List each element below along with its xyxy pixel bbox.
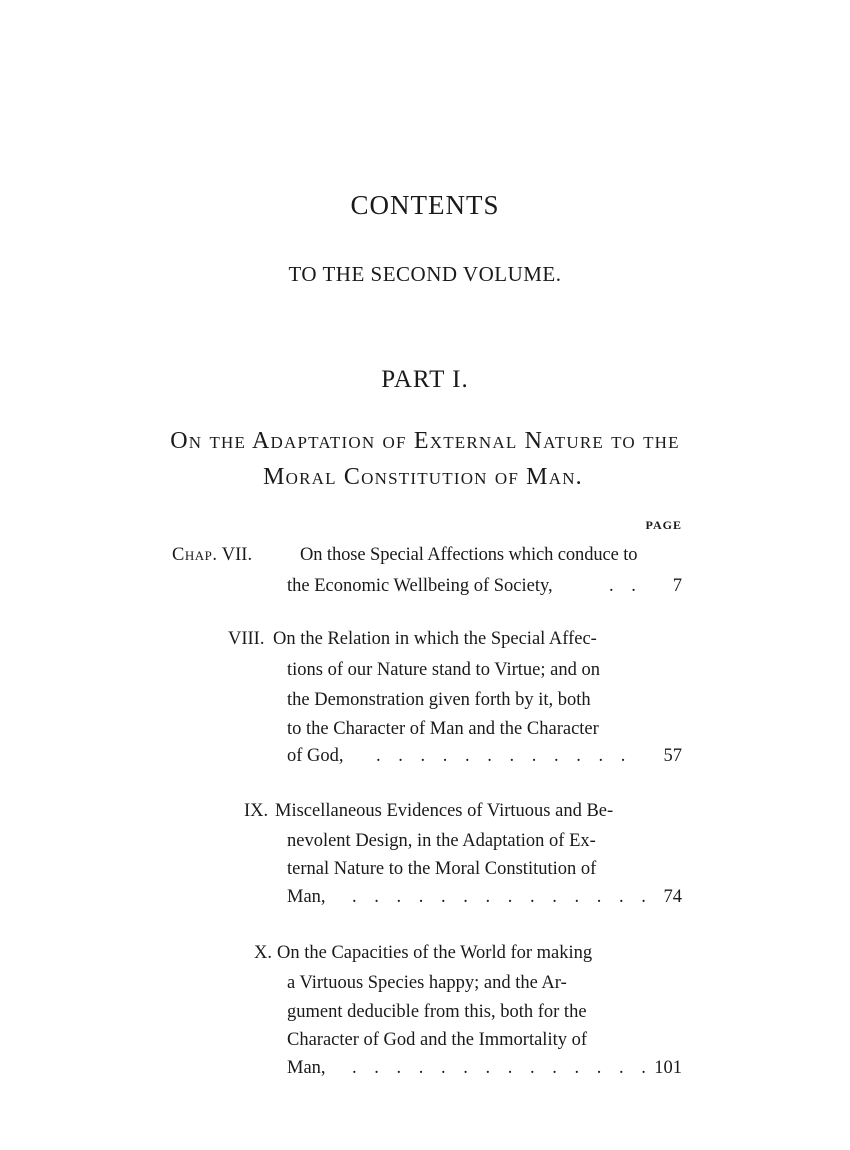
entry-text-line: nevolent Design, in the Adaptation of Ex- [287, 831, 596, 851]
page-subtitle: TO THE SECOND VOLUME. [288, 262, 562, 286]
chapter-numeral: X. [254, 943, 272, 963]
entry-text-line: On the Relation in which the Special Affec- [273, 629, 597, 649]
dot-leader: . . . . . . . . . . . . . . [352, 1058, 653, 1078]
entry-text-line: Miscellaneous Evidences of Virtuous and Be- [275, 801, 614, 821]
entry-text-line: On those Special Affections which conduce to [300, 545, 638, 565]
entry-text-line: Man, [287, 887, 326, 907]
chapter-numeral: IX. [244, 801, 269, 821]
entry-text-line: ternal Nature to the Moral Constitution of [287, 859, 597, 879]
part-heading-line-2: Moral Constitution of Man. [263, 464, 583, 490]
entry-text-line: of God, [287, 746, 344, 766]
dot-leader: . . . . . . . . . . . . [376, 746, 632, 766]
entry-text-line: a Virtuous Species happy; and the Ar- [287, 973, 567, 993]
part-label: PART I. [381, 366, 469, 393]
chapter-numeral: VII. [221, 545, 253, 565]
part-heading-line-1: On the Adaptation of External Nature to the [170, 428, 680, 454]
dot-leader: . . . . . . . . . . . . . . [352, 887, 653, 907]
chapter-prefix [172, 546, 252, 565]
page-number: 74 [663, 887, 682, 907]
entry-text-line: Character of God and the Immortality of [287, 1030, 588, 1050]
entry-text-line: On the Capacities of the World for making [277, 943, 593, 963]
entry-text-line: gument deducible from this, both for the [287, 1002, 587, 1022]
entry-text-line: the Economic Wellbeing of Society, [287, 576, 553, 596]
entry-text-line: the Demonstration given forth by it, both [287, 690, 591, 710]
chapter-word: Chap. [172, 545, 218, 565]
page-title: CONTENTS [350, 190, 500, 220]
entry-text-line: to the Character of Man and the Character [287, 719, 599, 739]
page-number: 7 [672, 576, 682, 596]
entry-text-line: Man, [287, 1058, 326, 1078]
page-number: 57 [663, 746, 682, 766]
entry-text-line: tions of our Nature stand to Virtue; and on [287, 660, 600, 680]
page-number: 101 [654, 1058, 682, 1078]
dot-leader: . . [609, 576, 643, 596]
page-column-label: PAGE [645, 518, 682, 532]
chapter-numeral: VIII. [228, 629, 265, 649]
